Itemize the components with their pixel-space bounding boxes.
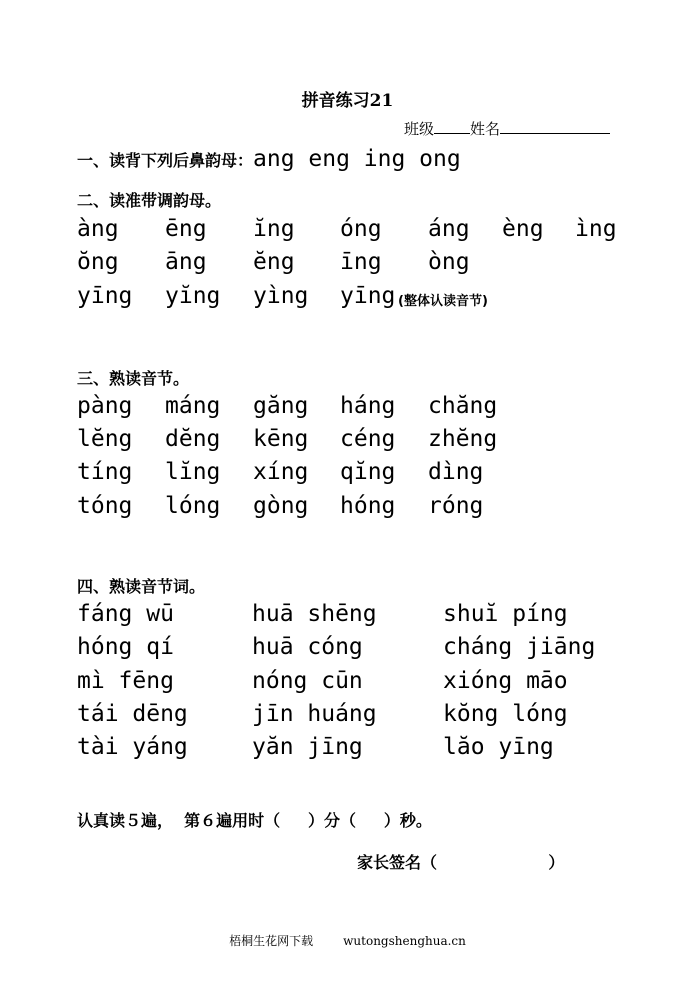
pinyin-item: céng bbox=[340, 426, 396, 452]
pinyin-item: tài yáng bbox=[77, 734, 188, 760]
section-3-heading: 三、熟读音节。 bbox=[77, 369, 190, 388]
parent-signature: 家长签名（ ） bbox=[357, 853, 565, 872]
section-2-heading: 二、读准带调韵母。 bbox=[77, 191, 222, 210]
timing-line: 认真读５遍， 第６遍用时（ ）分（ ）秒。 bbox=[77, 811, 432, 830]
pinyin-item: ĭng bbox=[253, 216, 295, 242]
pinyin-item: yīng bbox=[77, 283, 133, 309]
footer-url: wutongshenghua.cn bbox=[343, 934, 466, 948]
pinyin-item: găng bbox=[253, 393, 309, 419]
pinyin-item: xióng māo bbox=[443, 668, 568, 694]
pinyin-item: róng bbox=[428, 493, 484, 519]
pinyin-item: kēng bbox=[253, 426, 309, 452]
pinyin-item: xíng bbox=[253, 459, 309, 485]
pinyin-item: fáng wū bbox=[77, 601, 174, 627]
section-1 bbox=[77, 146, 461, 172]
name-blank bbox=[500, 119, 610, 134]
pinyin-item: yĭng bbox=[165, 283, 221, 309]
pinyin-item: óng bbox=[340, 216, 382, 242]
pinyin-item: ĕng bbox=[253, 249, 295, 275]
pinyin-item: lĕng bbox=[77, 426, 133, 452]
pinyin-item: chăng bbox=[428, 393, 498, 419]
pinyin-item: dĕng bbox=[165, 426, 221, 452]
pinyin-item: ēng bbox=[165, 216, 207, 242]
class-label: 班级 bbox=[404, 120, 435, 138]
pinyin-item: tíng bbox=[77, 459, 133, 485]
pinyin-item: yīng bbox=[340, 283, 396, 309]
pinyin-item: cháng jiāng bbox=[443, 634, 596, 660]
pinyin-item: yìng bbox=[253, 283, 309, 309]
section-4-heading: 四、熟读音节词。 bbox=[77, 577, 206, 596]
pinyin-item: tóng bbox=[77, 493, 133, 519]
pinyin-item: huā shēng bbox=[252, 601, 377, 627]
name-label: 姓名 bbox=[470, 120, 501, 138]
pinyin-item: īng bbox=[340, 249, 382, 275]
pinyin-item: ŏng bbox=[77, 249, 119, 275]
pinyin-item: lăo yīng bbox=[443, 734, 554, 760]
footer-site-name: 梧桐生花网下载 bbox=[229, 934, 314, 948]
pinyin-item: èng bbox=[502, 216, 544, 242]
footer bbox=[0, 932, 695, 949]
pinyin-item: mì fēng bbox=[77, 668, 174, 694]
pinyin-item: lĭng bbox=[165, 459, 221, 485]
pinyin-item: dìng bbox=[428, 459, 484, 485]
pinyin-item: ìng bbox=[575, 216, 617, 242]
pinyin-item: qĭng bbox=[340, 459, 396, 485]
pinyin-item: huā cóng bbox=[252, 634, 363, 660]
pinyin-item: háng bbox=[340, 393, 396, 419]
section-1-finals: ang eng ing ong bbox=[253, 146, 461, 172]
pinyin-item: hóng qí bbox=[77, 634, 174, 660]
pinyin-item: kŏng lóng bbox=[443, 701, 568, 727]
pinyin-item: hóng bbox=[340, 493, 396, 519]
pinyin-item: shuĭ píng bbox=[443, 601, 568, 627]
pinyin-item: òng bbox=[428, 249, 470, 275]
pinyin-item: gòng bbox=[253, 493, 309, 519]
section-1-heading: 一、读背下列后鼻韵母： bbox=[77, 151, 254, 170]
pinyin-item: àng bbox=[77, 216, 119, 242]
pinyin-item: lóng bbox=[165, 493, 221, 519]
pinyin-item: jīn huáng bbox=[252, 701, 377, 727]
pinyin-item: zhĕng bbox=[428, 426, 498, 452]
pinyin-item: pàng bbox=[77, 393, 133, 419]
pinyin-item: nóng cūn bbox=[252, 668, 363, 694]
pinyin-item: máng bbox=[165, 393, 221, 419]
class-name-fields bbox=[404, 118, 610, 139]
class-blank bbox=[434, 119, 470, 134]
page-title: 拼音练习21 bbox=[301, 91, 394, 111]
section-2-note: (整体认读音节) bbox=[398, 294, 488, 309]
pinyin-item: tái dēng bbox=[77, 701, 188, 727]
pinyin-item: áng bbox=[428, 216, 470, 242]
pinyin-item: yăn jīng bbox=[252, 734, 363, 760]
pinyin-item: āng bbox=[165, 249, 207, 275]
